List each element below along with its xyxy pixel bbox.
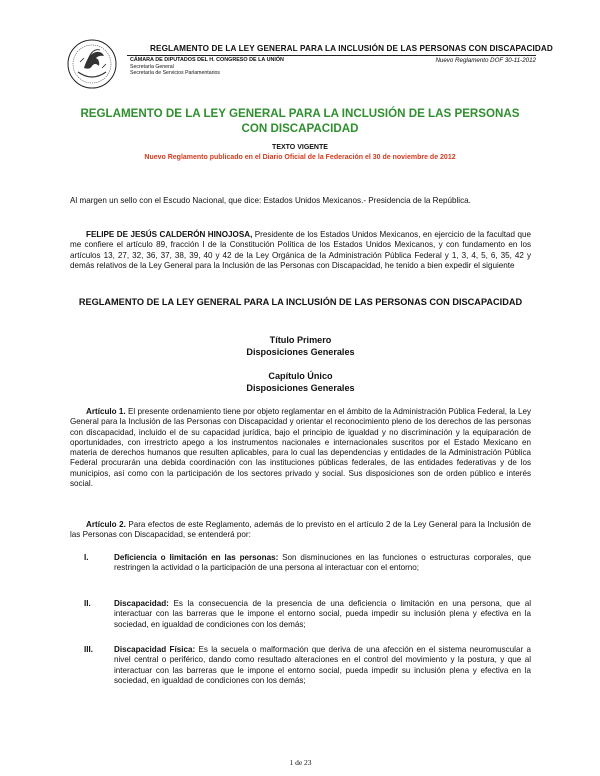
disposiciones-generales-heading: Disposiciones Generales [246,346,355,357]
header-institution [130,57,284,77]
header-title: REGLAMENTO DE LA LEY GENERAL PARA LA INCLUSIÓN DE LAS PERSONAS CON DISCAPACIDAD [150,44,553,53]
title-heading [70,335,531,358]
regulation-title: REGLAMENTO DE LA LEY GENERAL PARA LA INCLUSIÓN DE LAS PERSONAS CON DISCAPACIDAD [78,297,523,307]
item-text [114,553,531,574]
article-2-label: Artículo 2. [86,520,126,529]
item-definition: Es la consecuencia de la presencia de una deficiencia o limitación en una persona, que al interactuar con las barreras que le impone el entorno social, pueda impedir su inclusión plena y efectiva en la sociedad, en igualdad de condiciones con los demás; [114,599,531,629]
preamble-paragraph [70,230,531,271]
preamble-text: Presidente de los Estados Unidos Mexicanos, en ejercicio de la facultad que me confiere el artículo 89, fracción I de la Constitución Política de los Estados Unidos Mexicanos, y con fundamento en los artículos 13, 27, 32, 36, 37, 38, 39, 40 y 42 de la Ley Orgánica de la Administración Pública Federal y 1, 3, 4, 5, 6, 35, 42 y demás relativos de la Ley General para la Inclusión de las Personas con Discapacidad, he tenido a bien expedir el siguiente [70,230,531,270]
article-1-label: Artículo 1. [86,407,126,416]
article-1 [70,407,531,489]
document-title: REGLAMENTO DE LA LEY GENERAL PARA LA INCLUSIÓN DE LAS PERSONAS CON DISCAPACIDAD [80,107,520,135]
titulo-primero: Título Primero [269,335,332,345]
national-seal-icon [66,38,118,90]
item-text [114,645,531,686]
header-divider [127,55,536,56]
definition-item [70,645,531,686]
item-term: Discapacidad Física: [114,645,196,654]
item-text [114,599,531,630]
article-1-text: El presente ordenamiento tiene por objeto reglamentar en el ámbito de la Administración Pública Federal, la Ley General para la Inclusión de las Personas con Discapacidad y orientar el reconocimiento pleno de los derechos de las personas con discapacidad, incluido el de su capacidad jurídica, bajo el principio de igualdad y no discriminación y la equiparación de oportunidades, con irrestricto apego a los instrumentos nacionales e internacionales suscritos por el Estado Mexicano en materia de derechos humanos que resulten aplicables, para lo cual las dependencias y entidades de la Administración Pública Federal procurarán una debida coordinación con las instituciones públicas federales, de las entidades federativas y de los municipios, así como con la participación de los sectores privado y social. Sus disposiciones son de orden público e interés social. [70,407,531,489]
definition-item [70,553,531,574]
header-new-reg: Nuevo Reglamento DOF 30-11-2012 [435,57,536,64]
margin-paragraph: Al margen un sello con el Escudo Nacional, que dice: Estados Unidos Mexicanos.- Presidencia de la República. [70,196,471,205]
definition-item [70,599,531,630]
item-term: Discapacidad: [114,599,169,608]
item-number: II. [84,599,91,608]
chapter-heading [70,371,531,394]
page-number: 1 de 23 [289,758,312,767]
item-number: I. [84,553,89,562]
texto-vigente: TEXTO VIGENTE [272,144,328,151]
secretaria-servicios: Secretaría de Servicios Parlamentarios [130,70,220,77]
item-definition: Es la secuela o malformación que deriva de una afección en el sistema neuromuscular a nivel central o periférico, dando como resultado alteraciones en el control del movimiento y la postura, y que al interactuar con las barreras que le impone el entorno social, pueda impedir su inclusión plena y efectiva en la sociedad, en igualdad de condiciones con los demás; [114,645,531,685]
item-definition: Son disminuciones en las funciones o estructuras corporales, que restringen la actividad o la participación de una persona al interactuar con el entorno; [114,553,531,573]
president-name: FELIPE DE JESÚS CALDERÓN HINOJOSA, [86,230,253,239]
article-2 [70,520,531,541]
item-term: Deficiencia o limitación en las personas: [114,553,279,562]
disposiciones-generales-subheading: Disposiciones Generales [246,382,355,393]
chamber-name: CÁMARA DE DIPUTADOS DEL H. CONGRESO DE LA UNIÓN [130,57,284,63]
item-number: III. [84,645,93,654]
publication-note: Nuevo Reglamento publicado en el Diario Oficial de la Federación el 30 de noviembre de 2012 [144,154,456,161]
article-2-text: Para efectos de este Reglamento, además de lo previsto en el artículo 2 de la Ley General para la Inclusión de las Personas con Discapacidad, se entenderá por: [70,520,531,540]
secretaria-general: Secretaría General [130,63,174,70]
capitulo-unico: Capítulo Único [268,371,333,381]
